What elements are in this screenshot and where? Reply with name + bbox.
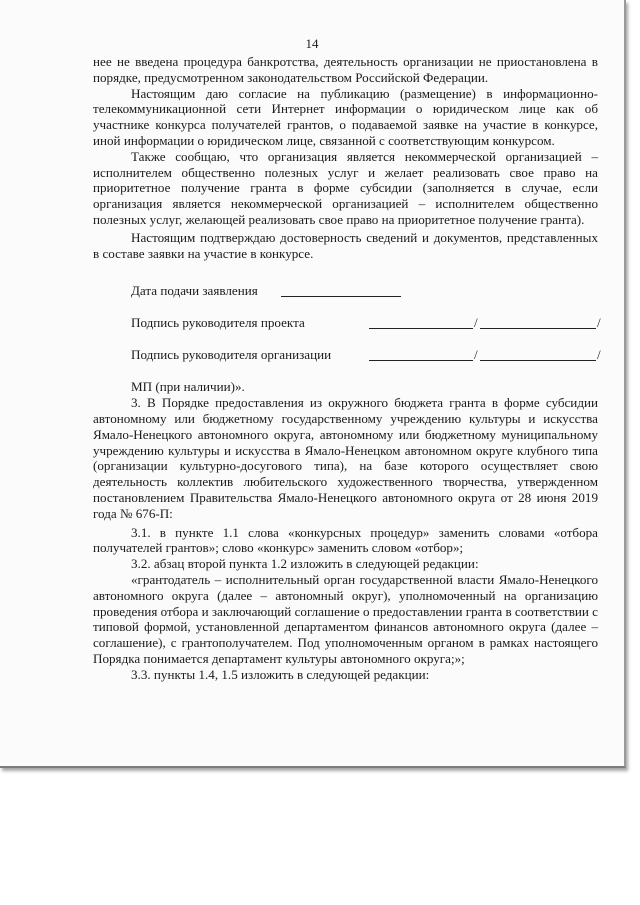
paragraph-7: 3.2. абзац второй пункта 1.2 изложить в следующей редакции: (131, 556, 479, 572)
org-head-signature-row (131, 347, 601, 365)
paragraph-5: 3. В Порядке предоставления из окружного бюджета гранта в форме субсидии автономному или бюджетному государственному учреждению культуры и искусства Ямало-Ненецкого автономного округа, автономному или бюджетному муниципальному учреждению культуры и искусства в Ямало-Ненецком автономном округе клубного типа (организации культурно-досугового типа), на базе которого осуществляет свою деятельность коллектив любительского художественного творчества, утвержденном постановлением Правительства Ямало-Ненецкого автономного округа от 28 июня 2019 года № 676-П: (93, 395, 598, 521)
page-number: 14 (305, 36, 319, 51)
slash: / (597, 315, 601, 331)
project-head-signature-label: Подпись руководителя проекта (131, 315, 305, 331)
project-head-name-blank (480, 315, 596, 329)
paragraph-1: нее не введена процедура банкротства, деятельность организации не приостановлена в порядке, предусмотренном законодательством Российской Федерации. (93, 54, 598, 85)
slash: / (474, 347, 478, 363)
org-head-signature-blank (369, 347, 473, 361)
paragraph-8: «грантодатель – исполнительный орган государственной власти Ямало-Ненецкого автономного округа (далее – автономный округ), уполномоченный на организацию проведения отбора и заключающий соглашение о предоставлении гранта в соответствии с типовой формой, установленной департаментом финансов автономного округа (далее – соглашение), с грантополучателем. Под уполномоченным органом в рамках настоящего Порядка понимается департамент культуры автономного округа;»; (93, 571, 598, 666)
paragraph-9: 3.3. пункты 1.4, 1.5 изложить в следующей редакции: (131, 666, 430, 682)
project-head-signature-blank (369, 315, 473, 329)
slash: / (597, 347, 601, 363)
slash: / (474, 315, 478, 331)
paragraph-2: Настоящим даю согласие на публикацию (размещение) в информационно-телекоммуникационной сети Интернет информации о юридическом лице как об участнике конкурса получателей грантов, о подаваемой заявке на участие в конкурсе, иной информации о юридическом лице, связанной с соответствующим конкурсом. (93, 85, 598, 148)
org-head-name-blank (480, 347, 596, 361)
page-body (93, 54, 601, 683)
paragraph-6: 3.1. в пункте 1.1 слова «конкурсных процедур» заменить словами «отбора получателей грантов»; слово «конкурс» заменить словом «отбор»; (93, 524, 598, 556)
paragraph-3: Также сообщаю, что организация является некоммерческой организацией – исполнителем общественно полезных услуг и желает реализовать свое право на приоритетное получение гранта в форме субсидии (заполняется в случае, если организация является некоммерческой организацией – исполнителем общественно полезных услуг, желающей реализовать свое право на приоритетное получение гранта). (93, 148, 598, 227)
submission-date-row (131, 283, 598, 301)
submission-date-blank (281, 283, 401, 297)
org-head-signature-label: Подпись руководителя организации (131, 347, 332, 363)
seal-note: МП (при наличии)». (131, 379, 245, 395)
project-head-signature-row (131, 315, 601, 333)
submission-date-label: Дата подачи заявления (131, 283, 258, 299)
paragraph-4: Настоящим подтверждаю достоверность сведений и документов, представленных в составе заявки на участие в конкурсе. (93, 229, 598, 261)
